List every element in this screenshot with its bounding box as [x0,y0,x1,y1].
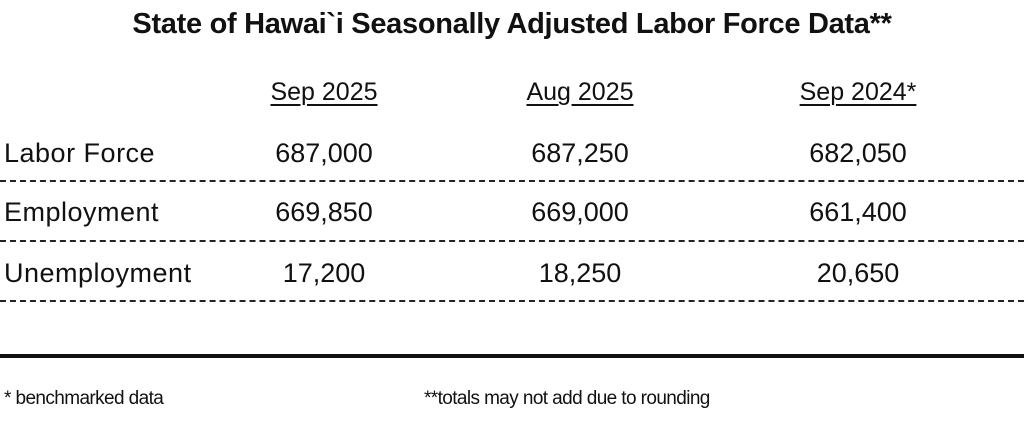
row-label-unemployment: Unemployment [4,258,192,288]
cell-unemployment-sep-2025: 17,200 [282,258,366,288]
row-divider [0,180,1024,182]
column-header-aug-2025: Aug 2025 [526,78,634,106]
page-title: State of Hawai`i Seasonally Adjusted Labor Force Data** [132,8,892,40]
column-header-sep-2024: Sep 2024* [799,78,917,106]
cell-labor-force-sep-2024: 682,050 [809,138,907,168]
row-label-employment: Employment [4,197,160,227]
footnote-benchmarked: * benchmarked data [4,388,164,409]
cell-labor-force-aug-2025: 687,250 [531,138,629,168]
row-label-labor-force: Labor Force [4,138,156,168]
row-divider [0,300,1024,302]
column-header-sep-2025: Sep 2025 [270,78,378,106]
row-divider [0,240,1024,242]
cell-employment-sep-2024: 661,400 [809,197,907,227]
cell-employment-aug-2025: 669,000 [531,197,629,227]
cell-unemployment-sep-2024: 20,650 [816,258,900,288]
footnote-rounding: **totals may not add due to rounding [424,388,710,409]
cell-employment-sep-2025: 669,850 [275,197,373,227]
cell-labor-force-sep-2025: 687,000 [275,138,373,168]
table-bottom-rule [0,354,1024,358]
cell-unemployment-aug-2025: 18,250 [538,258,622,288]
